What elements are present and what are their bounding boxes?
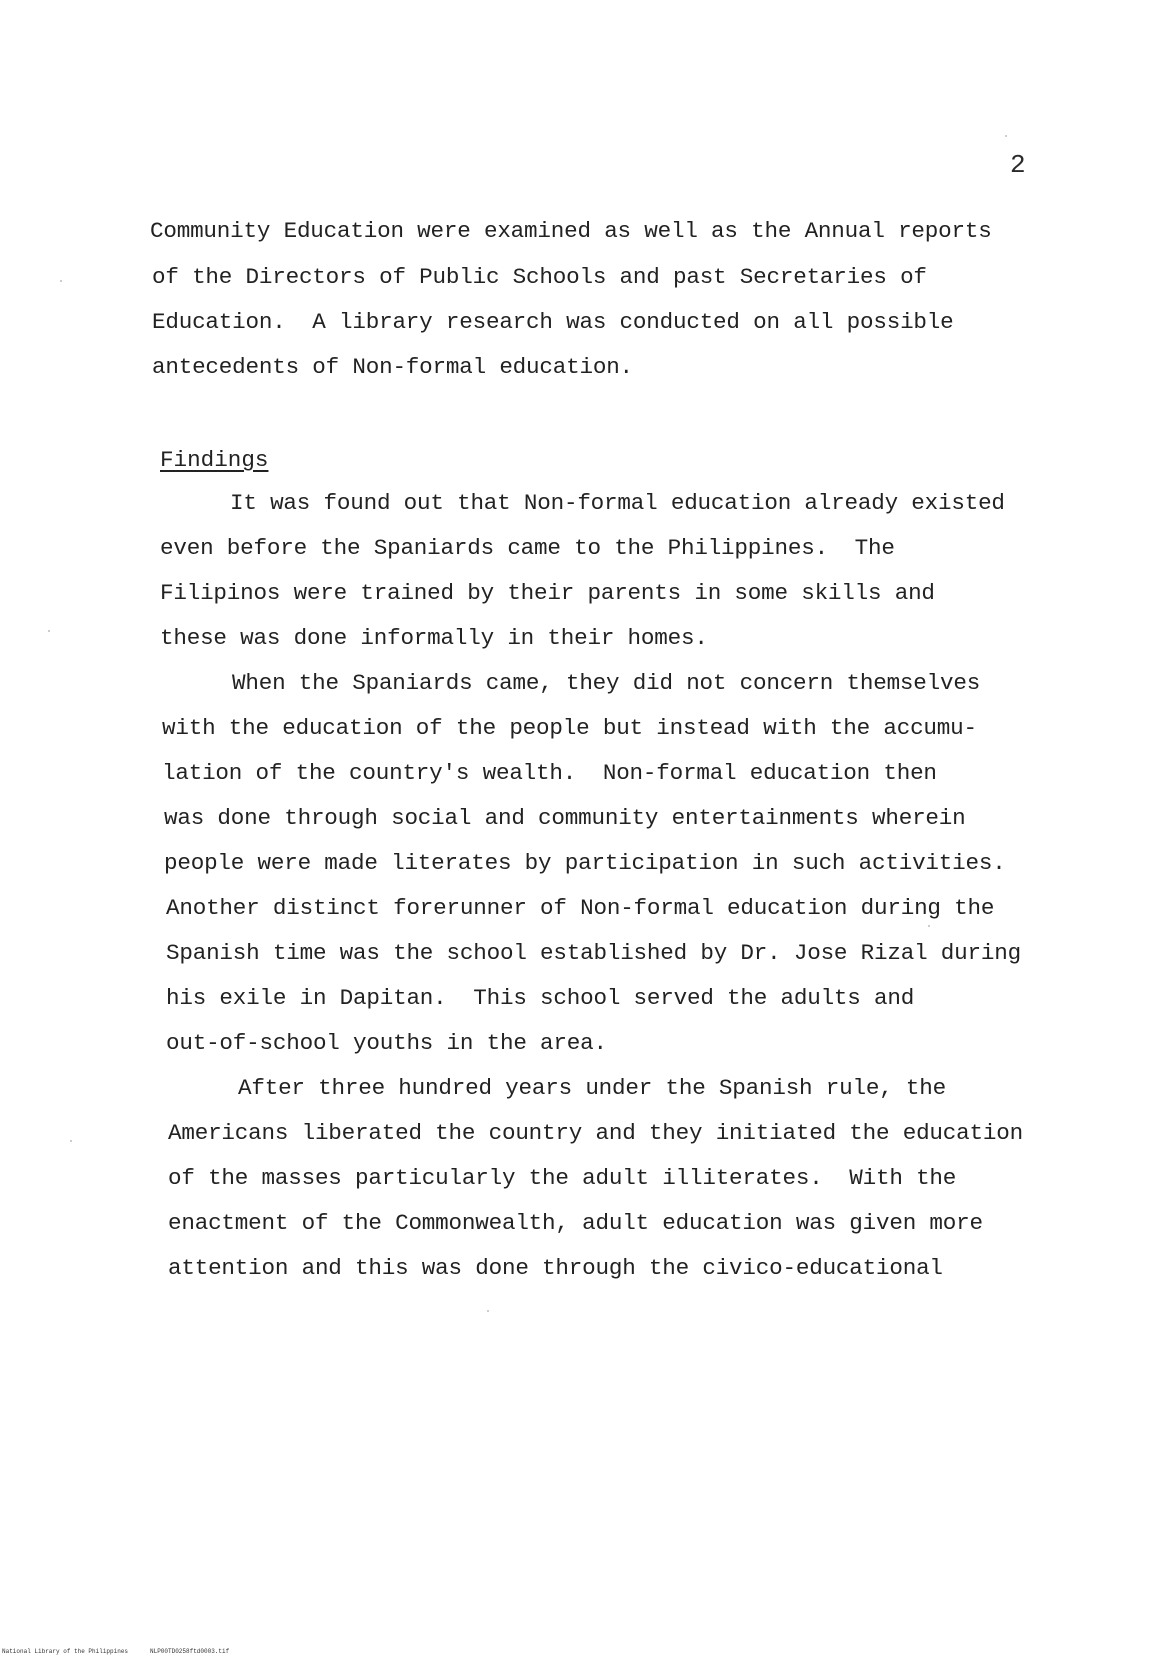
text-line: Education. A library research was conducted on all possible xyxy=(152,309,954,335)
text-line: even before the Spaniards came to the Philippines. The xyxy=(160,535,895,561)
footer-library: National Library of the Philippines xyxy=(2,1648,129,1655)
text-line: antecedents of Non-formal education. xyxy=(152,354,633,380)
text-line: Community Education were examined as well as the Annual reports xyxy=(150,218,992,244)
page-number: 2 xyxy=(1010,150,1026,180)
text-line: enactment of the Commonwealth, adult education was given more xyxy=(168,1210,983,1236)
text-line: people were made literates by participation in such activities. xyxy=(164,850,1006,876)
scan-speck xyxy=(487,1310,489,1312)
text-line: his exile in Dapitan. This school served the adults and xyxy=(166,985,915,1011)
footer-filename: NLP00TD0258ftd0003.tif xyxy=(150,1648,230,1655)
text-line: When the Spaniards came, they did not concern themselves xyxy=(232,670,981,696)
text-line: Filipinos were trained by their parents in some skills and xyxy=(160,580,935,606)
text-line: these was done informally in their homes. xyxy=(160,625,708,651)
text-line: lation of the country's wealth. Non-formal education then xyxy=(162,760,937,786)
text-line: was done through social and community entertainments wherein xyxy=(164,805,966,831)
scan-speck xyxy=(60,280,62,282)
text-line: Another distinct forerunner of Non-formal education during the xyxy=(166,895,995,921)
scan-speck xyxy=(928,925,930,927)
scan-speck xyxy=(1005,135,1007,137)
text-line: After three hundred years under the Spanish rule, the xyxy=(238,1075,946,1101)
text-line: out-of-school youths in the area. xyxy=(166,1030,607,1056)
text-line: with the education of the people but instead with the accumu- xyxy=(162,715,977,741)
text-line: attention and this was done through the civico-educational xyxy=(168,1255,943,1281)
text-line: Spanish time was the school established by Dr. Jose Rizal during xyxy=(166,940,1021,966)
text-line: of the Directors of Public Schools and past Secretaries of xyxy=(152,264,927,290)
section-heading: Findings xyxy=(160,447,269,473)
text-line: of the masses particularly the adult illiterates. With the xyxy=(168,1165,957,1191)
text-line: Americans liberated the country and they initiated the education xyxy=(168,1120,1023,1146)
text-line: It was found out that Non-formal education already existed xyxy=(230,490,1005,516)
scan-speck xyxy=(70,1140,72,1142)
scan-speck xyxy=(48,630,50,632)
